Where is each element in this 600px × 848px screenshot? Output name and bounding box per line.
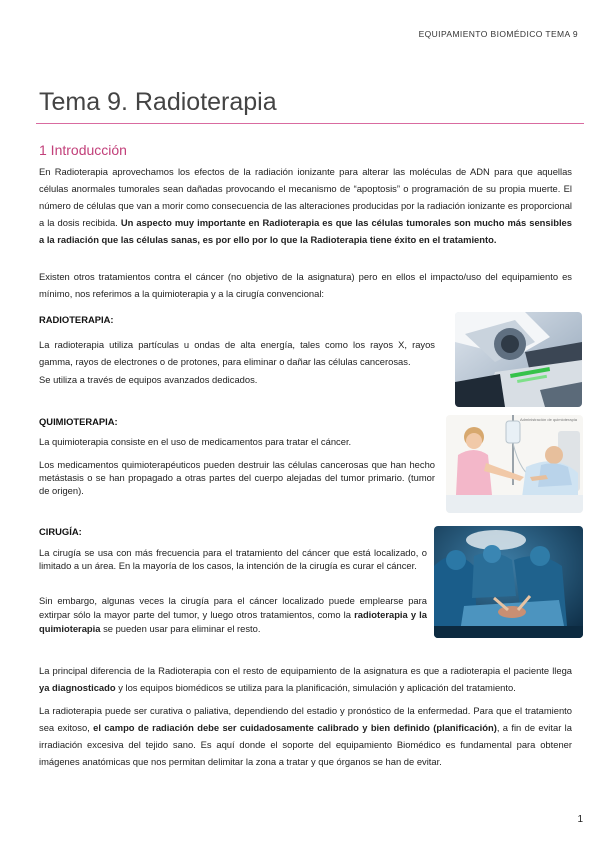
closing-paragraph-1 [39,662,572,696]
intro-paragraph-2: Existen otros tratamientos contra el cáncer (no objetivo de la asignatura) pero en ellos el impacto/uso del equipamiento es mínimo, nos referimos a la quimioterapia y a la cirugía convencional: [39,271,572,299]
closing-paragraph-2-text-c: , a fin de evitar la irradiación excesiva del tejido sano. Es aquí donde el soporte del equipamiento Biomédico es fundamental para obtener imágenes anatómicas que nos permitan delimitar la zona a tratar y que órganos se han de evitar. [39,722,572,767]
intro-paragraph-1-text: En Radioterapia aprovechamos los efectos de la radiación ionizante para alterar las moléculas de ADN para que aquellas células anormales tumorales sean dañadas provocando el mecanismo de “apoptosis” o programación de su propia muerte. El número de células que van a morir como consecuencia de las alteraciones producidas por la radiación ionizante es proporcional a la dosis recibida. [39,166,572,228]
cirugia-heading: CIRUGÍA: [39,526,82,537]
cirugia-paragraph-2-bold: radioterapia y la quimioterapia [39,609,427,634]
quimioterapia-paragraph-1: La quimioterapia consiste en el uso de medicamentos para tratar el cáncer. [39,436,352,447]
radioterapia-paragraph-1: La radioterapia utiliza partículas u ondas de alta energía, tales como los rayos X, rayos gamma, rayos de electrones o de protones, para eliminar o dañar las células cancerosas. [39,339,435,367]
page-number: 1 [577,814,583,825]
closing-paragraph-1-text-a: La principal diferencia de la Radioterapia con el resto de equipamiento de la asignatura es que a radioterapia el paciente llega [39,665,572,676]
closing-paragraph-2-bold: el campo de radiación debe ser cuidadosamente calibrado y bien definido (planificación) [93,722,497,733]
closing-paragraph-1-text-c: y los equipos biomédicos se utiliza para la planificación, simulación y aplicación del tratamiento. [115,682,516,693]
radiotherapy-machine-image [455,312,582,407]
radioterapia-heading: RADIOTERAPIA: [39,314,114,325]
title-underline [36,123,584,124]
surgery-image [434,526,583,638]
closing-paragraph-2 [39,702,572,770]
cirugia-paragraph-1: La cirugía se usa con más frecuencia para el tratamiento del cáncer que está localizado, o limitado a un área. En la mayoría de los casos, la intención de la cirugía es curar el cáncer. [39,547,427,571]
closing-paragraph-1-bold: ya diagnosticado [39,682,116,693]
section-heading-introduccion: 1 Introducción [39,142,127,158]
running-header: EQUIPAMIENTO BIOMÉDICO TEMA 9 [418,29,578,39]
page-title: Tema 9. Radioterapia [39,88,277,116]
intro-paragraph-1 [39,163,572,248]
chemotherapy-image [446,415,583,513]
chemotherapy-image-caption: Administración de quimioterapia [520,417,577,422]
intro-paragraph-1-bold: Un aspecto muy importante en Radioterapia es que las células tumorales son mucho más sensibles a la radiación que las células sanas, es por ello por lo que la Radioterapia tiene éxito en el tratamiento. [39,217,572,245]
radioterapia-paragraph-2: Se utiliza a través de equipos avanzados dedicados. [39,374,258,385]
quimioterapia-paragraph-2: Los medicamentos quimioterapéuticos pueden destruir las células cancerosas que han hecho metástasis o se han propagado a otras partes del cuerpo alejadas del tumor primario. (tumor de origen). [39,459,435,496]
quimioterapia-heading: QUIMIOTERAPIA: [39,416,118,427]
cirugia-paragraph-2 [39,594,427,636]
cirugia-paragraph-2-text-c: se pueden usar para eliminar el resto. [100,623,261,634]
cirugia-paragraph-2-text-a: Sin embargo, algunas veces la cirugía para el cáncer localizado puede emplearse para extirpar sólo la mayor parte del tumor, y luego otros tratamientos, como la [39,595,427,620]
closing-paragraph-2-text-a: La radioterapia puede ser curativa o paliativa, dependiendo del estadio y pronóstico de la enfermedad. Para que el tratamiento sea exitoso, [39,705,572,733]
